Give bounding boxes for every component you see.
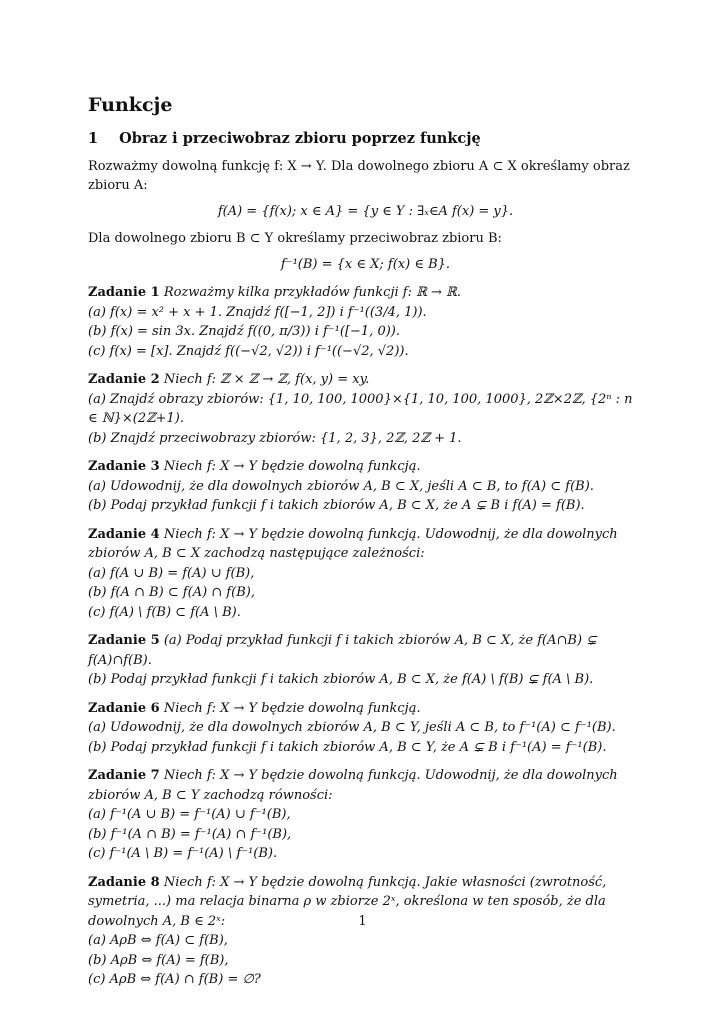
task-subitem bbox=[88, 738, 643, 758]
task-text: (c) f(x) = [x]. Znajdź f((−√2, √2)) i f⁻¹((−√2, √2)). bbox=[88, 343, 409, 359]
task-subitem bbox=[88, 951, 643, 971]
task-text: Niech f: ℤ × ℤ → ℤ, f(x, y) = xy. bbox=[163, 372, 370, 387]
section-number: 1 bbox=[88, 130, 99, 147]
page-number: 1 bbox=[358, 914, 367, 929]
task-text: (a) Znajdź obrazy zbiorów: {1, 10, 100, 1000}×{1, 10, 100, 1000}, 2ℤ×2ℤ, {2ⁿ : n ∈ ℕ}×(2ℤ+1). bbox=[88, 391, 633, 426]
task-text: (b) f(A ∩ B) ⊂ f(A) ∩ f(B), bbox=[88, 585, 255, 600]
task-statement bbox=[88, 283, 643, 303]
task-block bbox=[88, 699, 643, 758]
task-subitem bbox=[88, 718, 643, 738]
task-label: Zadanie 8 bbox=[88, 874, 160, 890]
task-subitem bbox=[88, 429, 643, 449]
task-subitem bbox=[88, 825, 643, 845]
image-definition-formula: f(A) = {f(x); x ∈ A} = {y ∈ Y : ∃ₓ∈A f(x) = y}. bbox=[217, 204, 514, 219]
task-text: (b) f⁻¹(A ∩ B) = f⁻¹(A) ∩ f⁻¹(B), bbox=[88, 826, 292, 842]
task-block bbox=[88, 766, 643, 864]
task-text: (b) Podaj przykład funkcji f i takich zbiorów A, B ⊂ X, że f(A) \ f(B) ⊊ f(A \ B). bbox=[88, 672, 594, 687]
task-text: (b) Podaj przykład funkcji f i takich zbiorów A, B ⊂ Y, że A ⊊ B i f⁻¹(A) = f⁻¹(B). bbox=[88, 739, 607, 755]
task-subitem bbox=[88, 970, 643, 990]
task-statement bbox=[88, 457, 643, 477]
task-subitem bbox=[88, 805, 643, 825]
task-subitem bbox=[88, 931, 643, 951]
task-subitem bbox=[88, 342, 643, 362]
task-block bbox=[88, 283, 643, 361]
task-text: (a) AρB ⇔ f(A) ⊂ f(B), bbox=[88, 933, 228, 948]
task-subitem bbox=[88, 603, 643, 623]
task-subitem bbox=[88, 477, 643, 497]
task-label: Zadanie 5 bbox=[88, 633, 160, 648]
task-label: Zadanie 6 bbox=[88, 700, 160, 716]
task-text: (b) AρB ⇔ f(A) = f(B), bbox=[88, 952, 229, 968]
task-text: (a) Podaj przykład funkcji f i takich zbiorów A, B ⊂ X, że f(A∩B) ⊊ f(A)∩f(B). bbox=[88, 633, 598, 668]
task-text: (c) AρB ⇔ f(A) ∩ f(B) = ∅? bbox=[88, 972, 261, 987]
task-block bbox=[88, 457, 643, 516]
task-subitem bbox=[88, 564, 643, 584]
task-statement bbox=[88, 631, 643, 670]
task-text: (b) f(x) = sin 3x. Znajdź f((0, π/3)) i f⁻¹([−1, 0)). bbox=[88, 324, 400, 339]
task-subitem bbox=[88, 303, 643, 323]
task-subitem bbox=[88, 322, 643, 342]
task-text: (a) f⁻¹(A ∪ B) = f⁻¹(A) ∪ f⁻¹(B), bbox=[88, 807, 291, 822]
task-label: Zadanie 3 bbox=[88, 459, 160, 474]
task-text: (a) f(A ∪ B) = f(A) ∪ f(B), bbox=[88, 565, 255, 581]
task-statement bbox=[88, 370, 643, 390]
task-statement bbox=[88, 525, 643, 564]
preimage-definition-formula: f⁻¹(B) = {x ∈ X; f(x) ∈ B}. bbox=[280, 257, 451, 272]
intro-paragraph: Rozważmy dowolną funkcję f: X → Y. Dla dowolnego zbioru A ⊂ X określamy obraz zbioru A: bbox=[88, 159, 630, 193]
task-label: Zadanie 4 bbox=[88, 526, 160, 542]
task-text: (a) Udowodnij, że dla dowolnych zbiorów A, B ⊂ X, jeśli A ⊂ B, to f(A) ⊂ f(B). bbox=[88, 478, 594, 494]
task-text: (a) Udowodnij, że dla dowolnych zbiorów A, B ⊂ Y, jeśli A ⊂ B, to f⁻¹(A) ⊂ f⁻¹(B). bbox=[88, 720, 616, 735]
task-text: Niech f: X → Y będzie dowolną funkcją. bbox=[163, 700, 421, 716]
task-label: Zadanie 7 bbox=[88, 768, 160, 783]
task-statement bbox=[88, 766, 643, 805]
task-label: Zadanie 2 bbox=[88, 372, 160, 387]
task-statement bbox=[88, 699, 643, 719]
task-subitem bbox=[88, 390, 643, 429]
task-text: Niech f: X → Y będzie dowolną funkcją. Udowodnij, że dla dowolnych zbiorów A, B ⊂ X zachodzą następujące zależności: bbox=[88, 526, 618, 561]
task-text: Niech f: X → Y będzie dowolną funkcją. bbox=[163, 459, 421, 474]
task-text: Rozważmy kilka przykładów funkcji f: ℝ → ℝ. bbox=[163, 285, 461, 300]
task-label: Zadanie 1 bbox=[88, 285, 160, 300]
task-block bbox=[88, 525, 643, 623]
task-text: (c) f(A) \ f(B) ⊂ f(A \ B). bbox=[88, 604, 241, 620]
task-subitem bbox=[88, 844, 643, 864]
document-title: Funkcje bbox=[88, 94, 173, 116]
task-text: Niech f: X → Y będzie dowolną funkcją. Jakie własności (zwrotność, symetria, ...) ma relacja binarna ρ w zbiorze 2ˣ, określona w ten sposób, że dla dowolnych A, B ∈ 2ˣ: bbox=[88, 874, 607, 929]
task-text: (c) f⁻¹(A \ B) = f⁻¹(A) \ f⁻¹(B). bbox=[88, 846, 278, 861]
task-list bbox=[88, 283, 643, 990]
task-subitem bbox=[88, 670, 643, 690]
task-text: (a) f(x) = x² + x + 1. Znajdź f([−1, 2]) i f⁻¹((3/4, 1)). bbox=[88, 304, 427, 320]
task-block bbox=[88, 873, 643, 990]
task-subitem bbox=[88, 583, 643, 603]
task-subitem bbox=[88, 496, 643, 516]
task-block bbox=[88, 370, 643, 448]
intro-paragraph: Dla dowolnego zbioru B ⊂ Y określamy przeciwobraz zbioru B: bbox=[88, 231, 502, 246]
task-text: (b) Znajdź przeciwobrazy zbiorów: {1, 2, 3}, 2ℤ, 2ℤ + 1. bbox=[88, 430, 462, 446]
section-title: Obraz i przeciwobraz zbioru poprzez funkcję bbox=[119, 130, 481, 147]
task-text: Niech f: X → Y będzie dowolną funkcją. Udowodnij, że dla dowolnych zbiorów A, B ⊂ Y zachodzą równości: bbox=[88, 768, 618, 803]
task-text: (b) Podaj przykład funkcji f i takich zbiorów A, B ⊂ X, że A ⊊ B i f(A) = f(B). bbox=[88, 498, 585, 513]
section-heading bbox=[88, 130, 643, 147]
document-page bbox=[88, 94, 643, 990]
task-block bbox=[88, 631, 643, 690]
